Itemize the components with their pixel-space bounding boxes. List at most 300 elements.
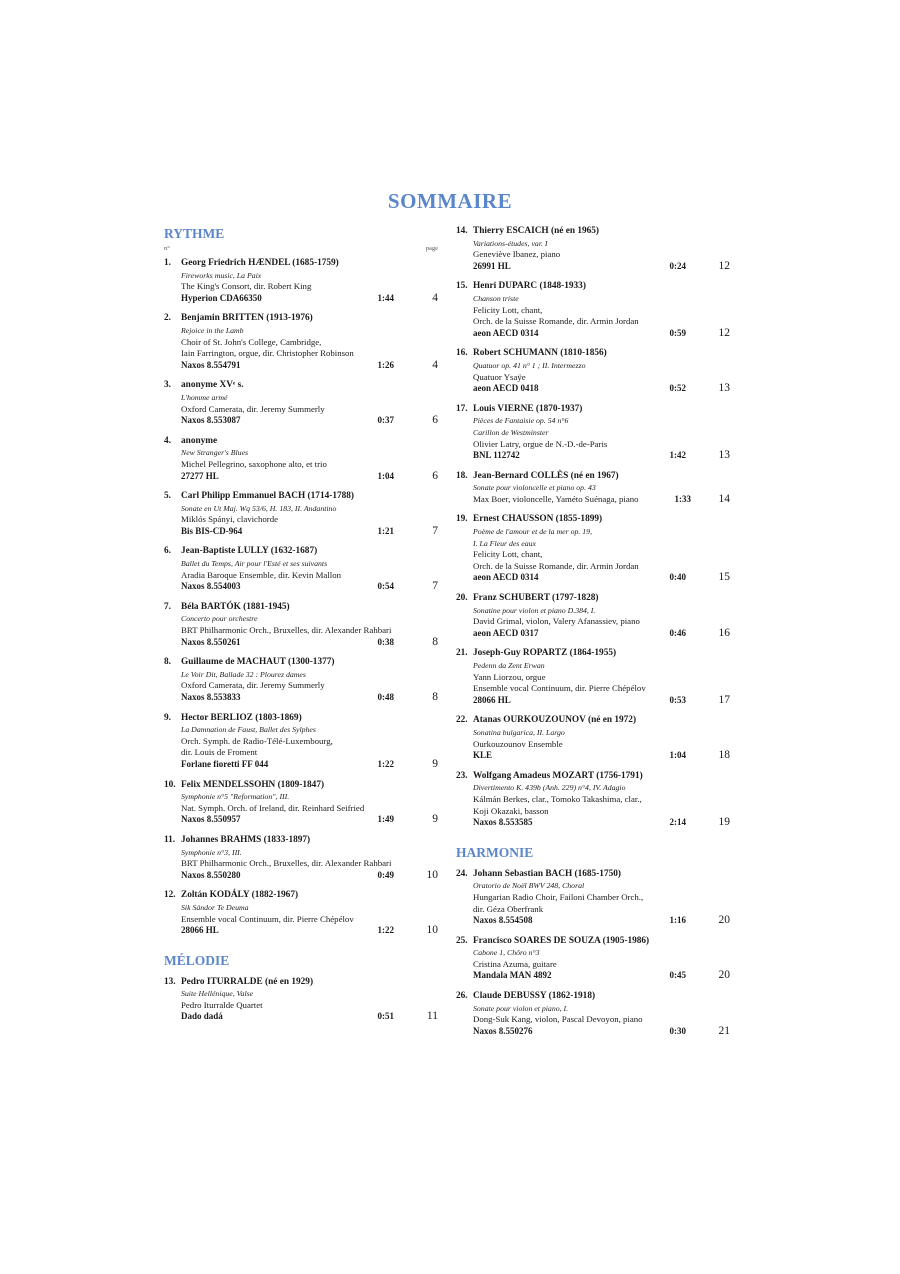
performers: Pedro Iturralde Quartet	[181, 999, 263, 1010]
duration: 2:14	[669, 817, 686, 828]
track-number: 22.	[456, 715, 468, 726]
composer-name: Thierry ESCAICH (né en 1965)	[473, 226, 600, 236]
track-heading	[164, 436, 440, 448]
performers: Felicity Lott, chant,	[473, 304, 543, 315]
record-label: 28066 HL	[473, 694, 511, 705]
track-heading	[456, 514, 732, 526]
page-number: 7	[432, 580, 438, 593]
track-number: 14.	[456, 226, 468, 236]
page-number: 12	[718, 259, 730, 272]
composer-name: Henri DUPARC (1848-1933)	[473, 281, 586, 292]
record-label: Bis BIS-CD-964	[181, 525, 243, 536]
page-number: 20	[718, 914, 730, 927]
track-details	[164, 847, 440, 882]
track-number: 10.	[164, 779, 176, 790]
page-number: 15	[718, 571, 730, 584]
page-number: 19	[718, 816, 730, 829]
track-details	[456, 782, 732, 828]
composer-name: Felix MENDELSSOHN (1809-1847)	[181, 779, 325, 790]
page-number: 20	[718, 969, 730, 982]
duration: 1:04	[669, 750, 686, 761]
track-entry	[164, 436, 440, 482]
track-details	[164, 613, 440, 648]
track-entry	[456, 471, 732, 506]
composer-name: Hector BERLIOZ (1803-1869)	[181, 712, 302, 723]
track-number: 25.	[456, 935, 468, 946]
track-number: 3.	[164, 380, 171, 391]
composer-name: Johann Sebastian BACH (1685-1750)	[473, 868, 621, 879]
page-number: 16	[718, 626, 730, 639]
performers: Michel Pellegrino, saxophone alto, et trio	[181, 458, 327, 469]
performers: Choir of St. John's College, Cambridge,	[181, 336, 322, 347]
record-label: Mandala MAN 4892	[473, 970, 552, 981]
recording-line	[181, 637, 440, 649]
recording-line	[473, 572, 732, 584]
section-heading: MÉLODIE	[164, 952, 230, 968]
performers: dir. Géza Oberfrank	[473, 903, 544, 914]
composer-name: Guillaume de MACHAUT (1300-1377)	[181, 657, 335, 668]
work-title: La Damnation de Faust, Ballet des Sylphes	[181, 725, 316, 735]
track-number: 1.	[164, 258, 171, 268]
composer-name: Wolfgang Amadeus MOZART (1756-1791)	[473, 770, 643, 781]
track-number: 7.	[164, 601, 171, 612]
performers: BRT Philharmonic Orch., Bruxelles, dir. Alexander Rahbari	[181, 625, 392, 636]
duration: 1:21	[377, 525, 394, 536]
track-details	[164, 325, 440, 371]
track-entry	[456, 593, 732, 639]
duration: 1:44	[377, 292, 394, 303]
record-label: Naxos 8.554791	[181, 359, 241, 370]
composer-name: Atanas OURKOUZOUNOV (né en 1972)	[473, 715, 637, 726]
composer-name: Francisco SOARES DE SOUZA (1905-1986)	[473, 935, 650, 946]
track-number: 8.	[164, 657, 171, 668]
page-number: 11	[426, 1010, 438, 1023]
track-heading	[456, 226, 732, 238]
work-title: Oratorio de Noël BWV 248, Choral	[473, 881, 585, 891]
track-details	[456, 880, 732, 926]
work-title: Pedenn da Zent Erwan	[473, 661, 545, 670]
performers: Ensemble vocal Continuum, dir. Pierre Chépélov	[181, 913, 354, 924]
track-entry	[164, 313, 440, 371]
track-number: 16.	[456, 348, 468, 359]
duration: 1:33	[674, 493, 691, 504]
recording-line	[473, 628, 732, 640]
track-entry	[164, 780, 440, 826]
recording-line	[181, 814, 440, 826]
track-heading	[456, 869, 732, 881]
composer-name: Pedro ITURRALDE (né en 1929)	[181, 976, 314, 987]
composer-name: Carl Philipp Emmanuel BACH (1714-1788)	[181, 491, 355, 502]
track-heading	[456, 348, 732, 360]
composer-name: anonyme XVᵉ s.	[181, 380, 244, 391]
track-entry	[456, 936, 732, 982]
performers: Orch. de la Suisse Romande, dir. Armin Jordan	[473, 316, 639, 327]
track-details	[456, 238, 732, 273]
left-column	[164, 226, 440, 1032]
page-number: 10	[426, 924, 438, 937]
duration: 0:52	[669, 383, 686, 394]
recording-line	[473, 494, 732, 506]
composer-name: Zoltán KODÁLY (1882-1967)	[181, 890, 299, 901]
track-details	[164, 503, 440, 538]
record-label: aeon AECD 0418	[473, 383, 539, 394]
work-title: Variations-études, var. I	[473, 238, 548, 248]
recording-line	[473, 1026, 732, 1038]
page-number: 6	[432, 469, 438, 482]
composer-name: Louis VIERNE (1870-1937)	[473, 403, 583, 414]
recording-line	[181, 471, 440, 483]
track-entry	[456, 771, 732, 829]
track-details	[456, 1003, 732, 1038]
track-number: 9.	[164, 712, 171, 723]
work-title: Symphonie n°3, III.	[181, 847, 242, 857]
page-number: 8	[432, 691, 438, 703]
work-title: Chanson triste	[473, 293, 519, 303]
work-title: Sonate pour violon et piano, I.	[473, 1003, 569, 1013]
record-label: 26991 HL	[473, 260, 511, 271]
track-entry	[456, 404, 732, 462]
track-heading	[164, 780, 440, 792]
duration: 0:38	[377, 636, 394, 647]
recording-line	[181, 925, 440, 937]
track-number: 5.	[164, 491, 171, 502]
record-label: Naxos 8.550957	[181, 814, 241, 825]
track-entry	[164, 657, 440, 703]
work-title: Poème de l'amour et de la mer op. 19,	[473, 527, 593, 537]
composer-name: Benjamin BRITTEN (1913-1976)	[181, 313, 313, 324]
track-heading	[456, 648, 732, 660]
work-title: Sonatine pour violon et piano D.384, I.	[473, 605, 596, 615]
track-heading	[456, 404, 732, 416]
track-heading	[164, 546, 440, 558]
page-number: 10	[426, 868, 438, 881]
record-label: BNL 112742	[473, 450, 520, 461]
page-number: 6	[432, 414, 438, 427]
track-heading	[164, 890, 440, 902]
composer-name: Johannes BRAHMS (1833-1897)	[181, 834, 311, 845]
duration: 0:48	[377, 692, 394, 702]
performers: Miklós Spányi, clavichorde	[181, 514, 278, 525]
recording-line	[473, 383, 732, 395]
duration: 0:45	[669, 970, 686, 981]
duration: 0:30	[669, 1025, 686, 1036]
performers: Cristina Azuma, guitare	[473, 958, 557, 969]
track-entry	[164, 258, 440, 304]
track-number: 23.	[456, 770, 468, 781]
performers: Quatuor Ysaÿe	[473, 371, 526, 382]
record-label: Dado dadá	[181, 1011, 223, 1022]
track-entry	[164, 546, 440, 592]
recording-line	[181, 415, 440, 427]
track-entry	[164, 380, 440, 426]
track-entry	[164, 890, 440, 936]
composer-name: Franz SCHUBERT (1797-1828)	[473, 593, 599, 604]
track-details	[456, 660, 732, 706]
work-title: Symphonie n°5 "Reformation", III.	[181, 792, 290, 802]
track-entry	[456, 991, 732, 1037]
track-entry	[456, 514, 732, 584]
section-heading: HARMONIE	[456, 844, 534, 860]
performers: Ourkouzounov Ensemble	[473, 738, 563, 749]
performers: BRT Philharmonic Orch., Bruxelles, dir. Alexander Rahbari	[181, 858, 392, 869]
duration: 0:53	[669, 694, 686, 705]
track-heading	[164, 713, 440, 725]
page-number: 21	[718, 1024, 730, 1037]
composer-name: Georg Friedrich HÆNDEL (1685-1759)	[181, 258, 339, 268]
track-entry	[164, 491, 440, 537]
composer-name: Ernest CHAUSSON (1855-1899)	[473, 514, 603, 525]
track-entry	[456, 869, 732, 927]
track-details	[164, 724, 440, 770]
work-title: Fireworks music, La Paix	[181, 270, 262, 280]
composer-name: Béla BARTÓK (1881-1945)	[181, 601, 290, 612]
work-title: Sik Sándor Te Deuma	[181, 902, 249, 912]
performers: Dong-Suk Kang, violon, Pascal Devoyon, piano	[473, 1014, 643, 1025]
recording-line	[181, 759, 440, 771]
track-number: 26.	[456, 991, 468, 1002]
recording-line	[473, 915, 732, 927]
composer-name: Jean-Baptiste LULLY (1632-1687)	[181, 546, 318, 557]
recording-line	[473, 970, 732, 982]
track-number: 19.	[456, 514, 468, 525]
work-title: L'homme armé	[181, 392, 228, 402]
work-title: Suite Hellénique, Valse	[181, 989, 254, 999]
record-label: Naxos 8.550276	[473, 1025, 533, 1036]
track-number: 15.	[456, 281, 468, 292]
track-details	[456, 727, 732, 762]
performers: Koji Okazaki, basson	[473, 805, 549, 816]
track-heading	[456, 991, 732, 1003]
track-details	[164, 902, 440, 937]
track-details	[456, 360, 732, 395]
page-number: 4	[432, 358, 438, 371]
work-title: Sonatina bulgarica, II. Largo	[473, 727, 565, 737]
track-number: 12.	[164, 890, 176, 901]
recording-line	[181, 870, 440, 882]
composer-name: Robert SCHUMANN (1810-1856)	[473, 348, 607, 359]
page-number: 8	[432, 635, 438, 648]
record-label: Naxos 8.553087	[181, 415, 241, 426]
recording-line	[181, 360, 440, 372]
duration: 1:04	[377, 470, 394, 481]
track-heading	[164, 602, 440, 614]
performers: dir. Louis de Froment	[181, 747, 258, 758]
duration: 0:59	[669, 327, 686, 338]
recording-line	[181, 293, 440, 305]
track-details	[164, 988, 440, 1023]
performers: Ensemble vocal Continuum, dir. Pierre Chépélov	[473, 683, 646, 694]
track-heading	[164, 977, 440, 989]
duration: 0:40	[669, 572, 686, 583]
recording-line	[473, 750, 732, 762]
track-details	[456, 482, 732, 505]
track-details	[164, 669, 440, 704]
performers: Hungarian Radio Choir, Failoni Chamber Orch.,	[473, 891, 644, 902]
track-entry	[164, 977, 440, 1023]
track-details	[456, 293, 732, 339]
duration: 0:51	[377, 1011, 394, 1022]
track-heading	[164, 313, 440, 325]
duration: 1:26	[377, 359, 394, 370]
track-number: 4.	[164, 435, 171, 446]
recording-line	[181, 526, 440, 538]
record-label: Naxos 8.553585	[473, 817, 533, 828]
work-title: Le Voir Dit, Ballade 32 : Plourez dames	[181, 669, 306, 679]
track-details	[456, 415, 732, 461]
work-subtitle: Carillon de Westminster	[473, 427, 549, 437]
performers: The King's Consort, dir. Robert King	[181, 281, 312, 292]
track-entry	[164, 835, 440, 881]
track-number: 17.	[456, 403, 468, 414]
work-title: Pièces de Fantaisie op. 54 n°6	[473, 416, 569, 426]
page-number: 4	[432, 291, 438, 304]
page-number: 12	[718, 326, 730, 339]
performers: Oxford Camerata, dir. Jeremy Summerly	[181, 403, 325, 414]
work-title: Cabone 1, Chôro n°3	[473, 948, 540, 958]
track-number: 20.	[456, 593, 468, 604]
record-label: Naxos 8.550280	[181, 869, 241, 880]
track-number: 11.	[164, 834, 176, 845]
track-details	[164, 558, 440, 593]
track-heading	[456, 593, 732, 605]
performers: David Grimal, violon, Valery Afanassiev, piano	[473, 616, 640, 627]
record-label: aeon AECD 0317	[473, 627, 539, 638]
track-heading	[456, 771, 732, 783]
track-entry	[164, 713, 440, 771]
track-details	[164, 791, 440, 826]
recording-line	[181, 581, 440, 593]
page-number: 18	[718, 749, 730, 762]
recording-line	[181, 692, 440, 704]
work-title: New Stranger's Blues	[181, 448, 249, 458]
performers: Orch. Symph. de Radio-Télé-Luxembourg,	[181, 735, 333, 746]
page-number: 17	[718, 693, 730, 706]
record-label: Naxos 8.550261	[181, 636, 241, 647]
duration: 0:37	[377, 415, 394, 426]
duration: 1:22	[377, 758, 394, 769]
track-details	[456, 947, 732, 982]
work-subtitle: I. La Fleur des eaux	[473, 538, 537, 548]
performers: Max Boer, violoncelle, Yaméto Suénaga, piano	[473, 493, 639, 504]
track-details	[164, 447, 440, 482]
record-label: 27277 HL	[181, 470, 219, 481]
performers: Iain Farrington, orgue, dir. Christopher Robinson	[181, 348, 354, 359]
page-number: 13	[718, 449, 730, 462]
track-heading	[456, 281, 732, 293]
track-number: 13.	[164, 976, 176, 987]
record-label: Forlane fioretti FF 044	[181, 758, 269, 769]
record-label: KLE	[473, 750, 493, 761]
track-heading	[164, 491, 440, 503]
track-heading	[456, 715, 732, 727]
duration: 1:22	[377, 925, 394, 936]
performers: Orch. de la Suisse Romande, dir. Armin Jordan	[473, 560, 639, 571]
performers: Geneviève Ibanez, piano	[473, 249, 561, 260]
performers: Oxford Camerata, dir. Jeremy Summerly	[181, 680, 325, 691]
work-title: Quatuor op. 41 n° 1 ; II. Intermezzo	[473, 360, 586, 370]
track-details	[456, 526, 732, 584]
right-column	[456, 226, 732, 1046]
track-details	[164, 270, 440, 305]
recording-line	[473, 817, 732, 829]
page-label: page	[425, 245, 438, 252]
performers: Nat. Symph. Orch. of Ireland, dir. Reinhard Seifried	[181, 802, 365, 813]
track-heading	[456, 936, 732, 948]
track-heading	[164, 380, 440, 392]
duration: 1:49	[377, 814, 394, 825]
performers: Aradia Baroque Ensemble, dir. Kevin Mallon	[181, 569, 342, 580]
column-header	[164, 245, 440, 258]
work-title: Sonate en Ut Maj. Wq 53/6, H. 183, II. Andantino	[181, 503, 337, 513]
track-entry	[456, 715, 732, 761]
composer-name: Jean-Bernard COLLÈS (né en 1967)	[473, 470, 619, 481]
page-title: SOMMAIRE	[387, 189, 513, 213]
recording-line	[473, 450, 732, 462]
track-number: 24.	[456, 868, 468, 879]
record-label: aeon AECD 0314	[473, 327, 539, 338]
page-number: 13	[718, 382, 730, 395]
track-heading	[456, 471, 732, 483]
performers: Kálmán Berkes, clar., Tomoko Takashima, clar.,	[473, 793, 642, 804]
duration: 0:46	[669, 627, 686, 638]
track-details	[164, 392, 440, 427]
duration: 0:54	[377, 581, 394, 592]
record-label: Naxos 8.554003	[181, 581, 241, 592]
duration: 1:42	[669, 450, 686, 461]
track-number: 2.	[164, 313, 171, 324]
num-label: n°	[164, 245, 170, 252]
track-number: 6.	[164, 546, 171, 557]
composer-name: Claude DEBUSSY (1862-1918)	[473, 991, 596, 1002]
track-number: 21.	[456, 648, 468, 659]
duration: 0:49	[377, 869, 394, 880]
track-heading	[164, 657, 440, 669]
track-heading	[164, 258, 440, 270]
recording-line	[473, 261, 732, 273]
track-details	[456, 605, 732, 640]
recording-line	[473, 328, 732, 340]
section-heading: RYTHME	[164, 226, 225, 241]
track-entry	[456, 348, 732, 394]
performers: Olivier Latry, orgue de N.-D.-de-Paris	[473, 438, 608, 449]
track-entry	[456, 281, 732, 339]
duration: 0:24	[669, 260, 686, 271]
page-number: 9	[432, 757, 438, 770]
track-heading	[164, 835, 440, 847]
record-label: 28066 HL	[181, 925, 219, 936]
duration: 1:16	[669, 915, 686, 926]
record-label: aeon AECD 0314	[473, 572, 539, 583]
track-entry	[456, 226, 732, 272]
track-entry	[164, 602, 440, 648]
track-entry	[456, 648, 732, 706]
recording-line	[181, 1011, 440, 1023]
work-title: Rejoice in the Lamb	[181, 325, 244, 335]
page-number: 9	[432, 813, 438, 826]
track-number: 18.	[456, 470, 468, 481]
work-title: Ballet du Temps, Air pour l'Esté et ses suivants	[181, 559, 328, 569]
performers: Felicity Lott, chant,	[473, 549, 543, 560]
recording-line	[473, 695, 732, 707]
record-label: Naxos 8.554508	[473, 915, 533, 926]
record-label: Naxos 8.553833	[181, 692, 241, 702]
composer-name: Joseph-Guy ROPARTZ (1864-1955)	[473, 648, 617, 659]
work-title: Divertimento K. 439b (Anh. 229) n°4, IV. Adagio	[473, 783, 626, 793]
work-title: Concerto pour orchestre	[181, 614, 258, 624]
work-title: Sonate pour violoncelle et piano op. 43	[473, 483, 596, 493]
composer-name: anonyme	[181, 435, 218, 446]
performers: Yann Liorzou, orgue	[473, 671, 546, 682]
